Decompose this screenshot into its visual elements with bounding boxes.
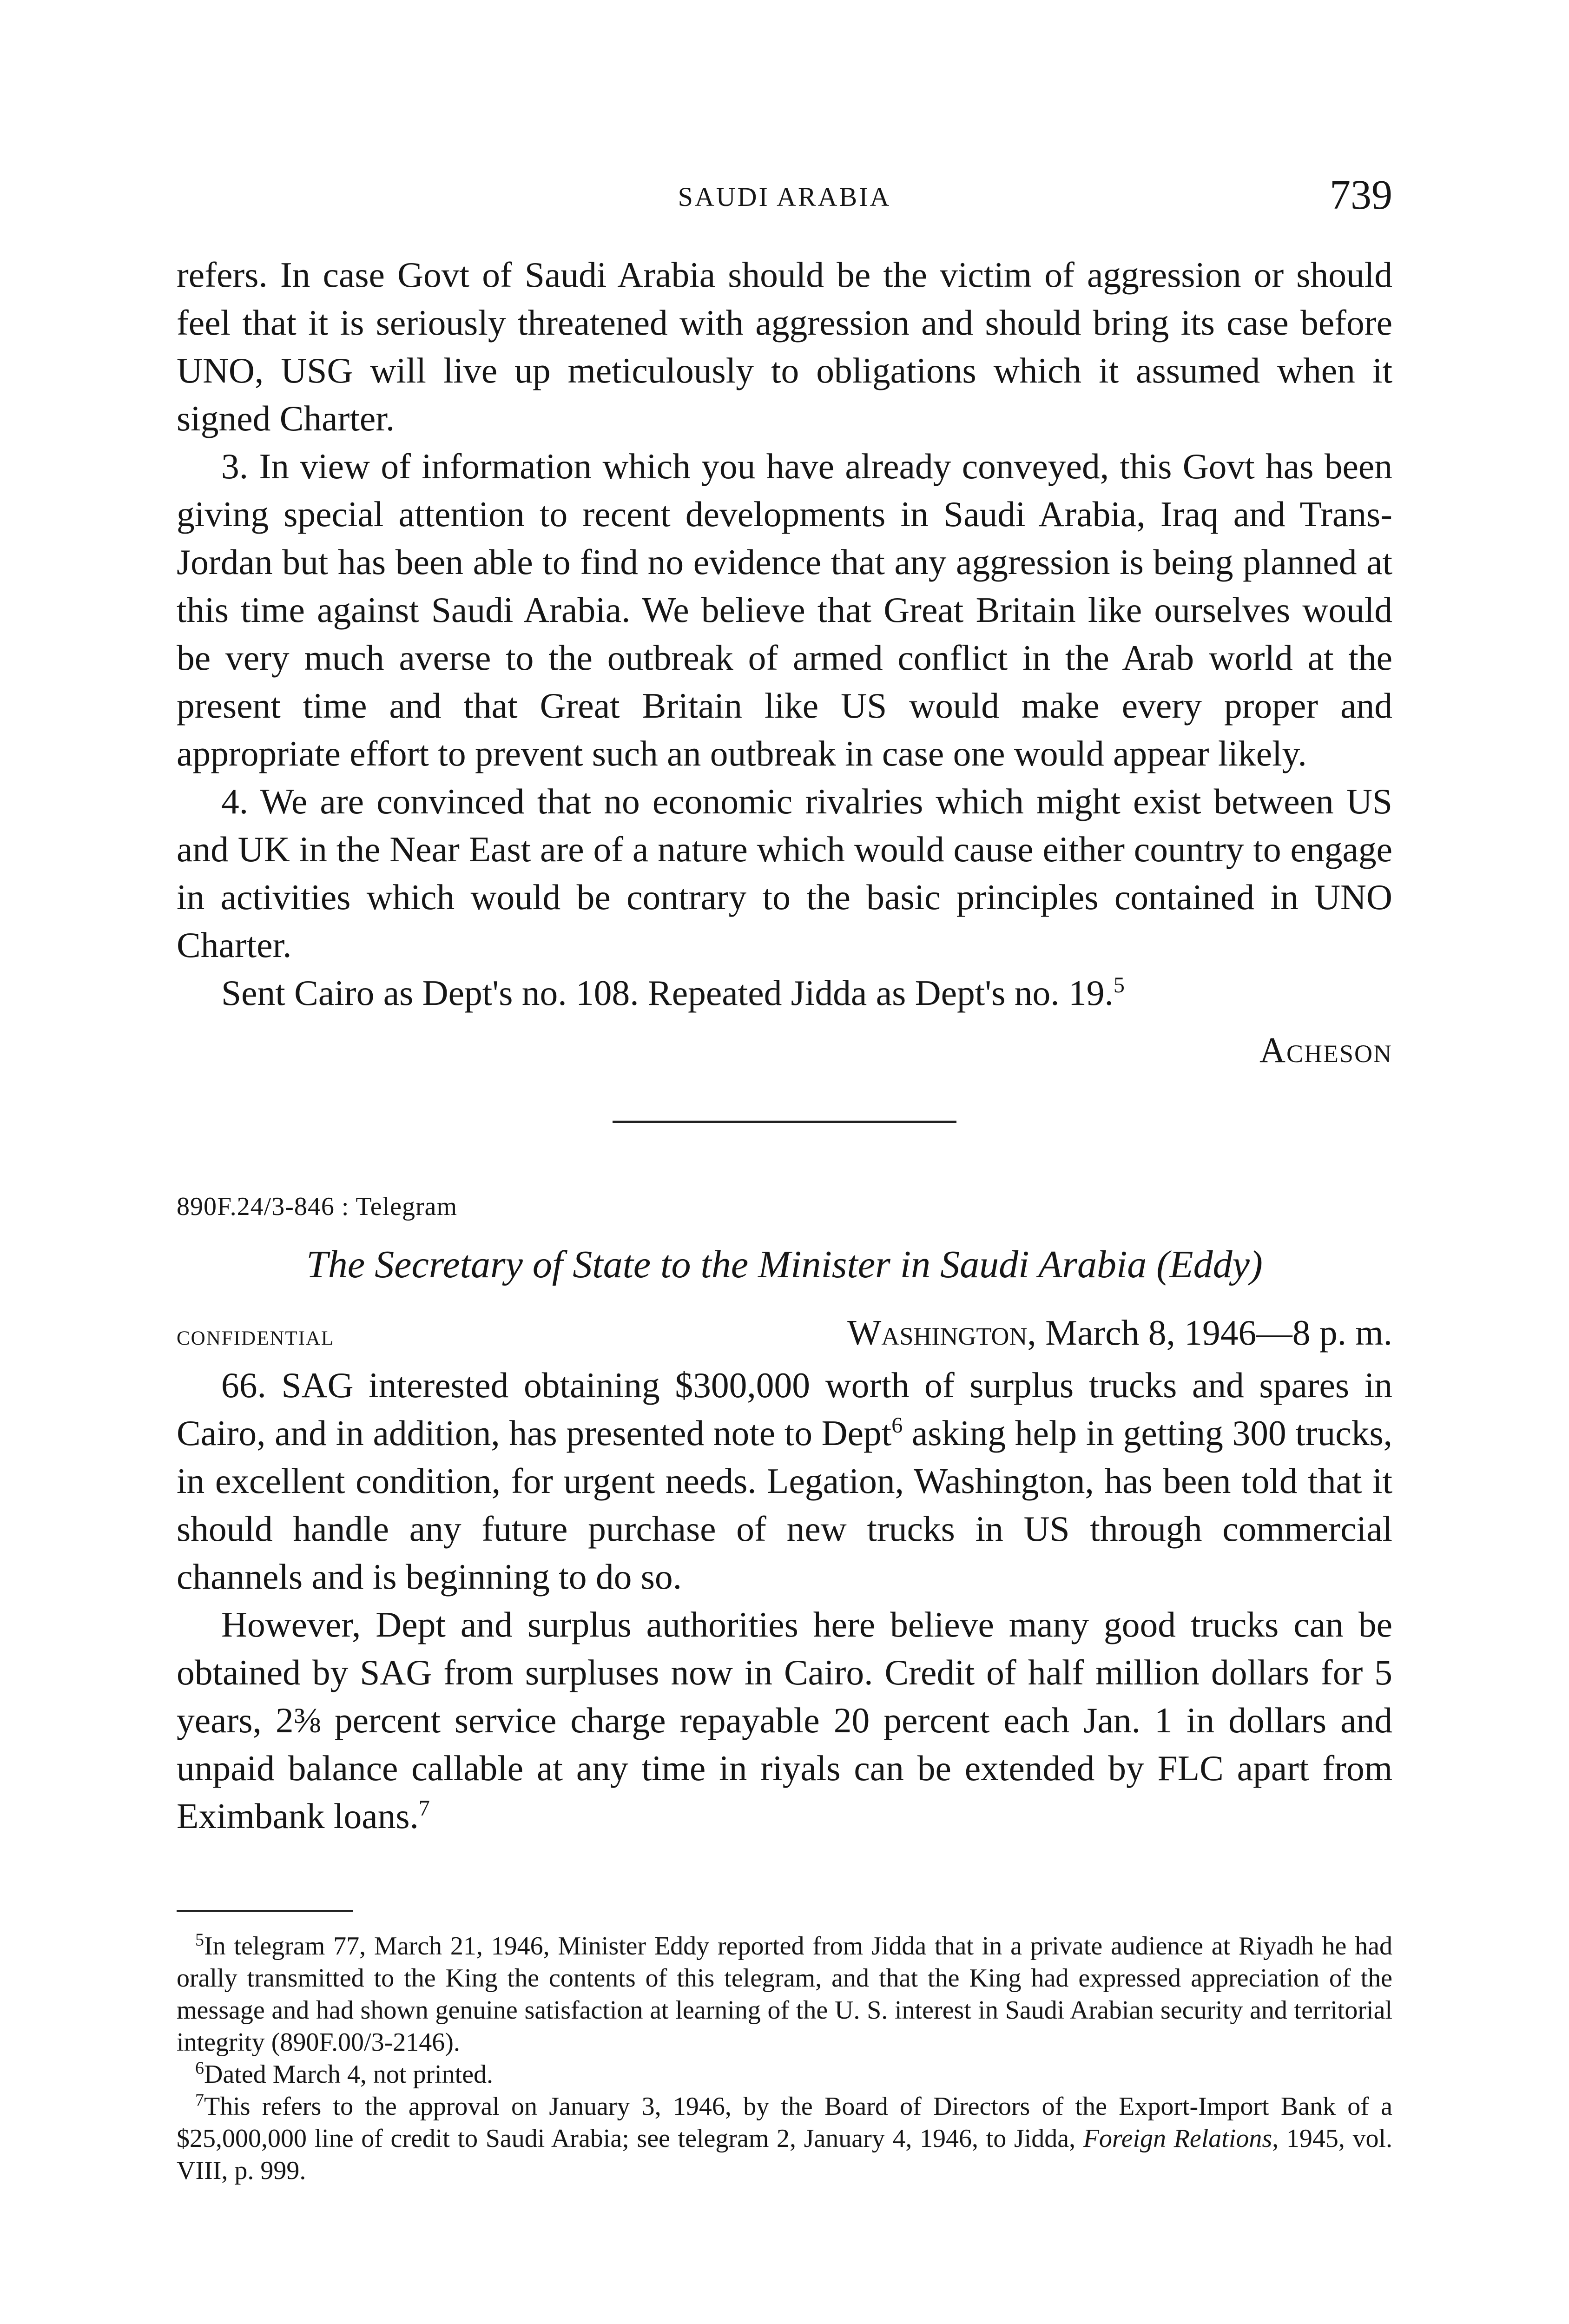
signature: Acheson xyxy=(1259,1030,1392,1070)
footnote-6 xyxy=(177,2059,1392,2091)
telegram-paragraph-1-a: 66. SAG interested obtaining $300,000 worth of surplus trucks and spares in Cairo, and in addition, has presented note to Dept xyxy=(177,1365,1392,1453)
body-text xyxy=(177,251,1392,2187)
running-head: SAUDI ARABIA xyxy=(678,182,891,212)
footnote-ref-6: 6 xyxy=(891,1413,903,1438)
file-reference: 890F.24/3-846 : Telegram xyxy=(177,1192,458,1221)
telegram-paragraph-2-text: However, Dept and surplus authorities here believe many good trucks can be obtained by SAG from surpluses now in Cairo. Credit of half million dollars for 5 years, 2⅜ percent service charge repayable 20 percent each Jan. 1 in dollars and unpaid balance callable at any time in riyals can be extended by FLC apart from Eximbank loans. xyxy=(177,1604,1392,1836)
document-title: The Secretary of State to the Minister in Saudi Arabia (Eddy) xyxy=(306,1243,1263,1286)
page-number: 739 xyxy=(1330,172,1392,218)
footnotes xyxy=(177,1930,1392,2187)
section-divider xyxy=(613,1121,956,1123)
footnote-6-mark: 6 xyxy=(195,2058,204,2078)
footnote-5 xyxy=(177,1930,1392,2059)
page-header xyxy=(177,171,1392,227)
telegram-paragraph-1-b: asking help in getting 300 trucks, in excellent condition, for urgent needs. Legation, Washington, has been told that it should handle any future purchase of new trucks in US through commercial channels and is beginning to do so. xyxy=(177,1413,1392,1597)
footnote-6-text: Dated March 4, not printed. xyxy=(204,2060,494,2089)
footnote-5-mark: 5 xyxy=(195,1930,204,1950)
body-paragraph-4 xyxy=(177,969,1392,1017)
date: , March 8, 1946—8 p. m. xyxy=(1027,1313,1392,1353)
footnote-ref-7: 7 xyxy=(418,1796,430,1821)
body-paragraph-3: 4. We are convinced that no economic rivalries which might exist between US and UK in the Near East are of a nature which would cause either country to engage in activities which would be contrary to the basic principles contained in UNO Charter. xyxy=(177,781,1392,965)
footnote-5-text: In telegram 77, March 21, 1946, Minister Eddy reported from Jidda that in a private audience at Riyadh he had orally transmitted to the King the contents of this telegram, and that the King had expressed appreciation of the message and had shown genuine satisfaction at learning of the U. S. interest in Saudi Arabian security and territorial integrity (890F.00/3-2146). xyxy=(177,1932,1392,2057)
dateline xyxy=(177,1309,1392,1360)
footnote-7-text-b: , 1945, vol. VIII, p. 999. xyxy=(177,2124,1393,2185)
footnote-7-italic: Foreign Relations xyxy=(1083,2124,1272,2153)
classification: confidential xyxy=(177,1320,335,1351)
footnote-7 xyxy=(177,2091,1392,2187)
telegram-paragraph-1 xyxy=(177,1361,1392,1601)
telegram-paragraph-2 xyxy=(177,1601,1392,1840)
footnote-7-text-a: This refers to the approval on January 3, 1946, by the Board of Directors of the Export-Import Bank of a $25,000,000 line of credit to Saudi Arabia; see telegram 2, January 4, 1946, to Jidda, xyxy=(177,2092,1392,2153)
place: Washington xyxy=(847,1313,1028,1353)
document-page xyxy=(177,0,1392,2324)
body-paragraph-1: refers. In case Govt of Saudi Arabia should be the victim of aggression or should feel that it is seriously threatened with aggression and should bring its case before UNO, USG will live up meticulously to obligations which it assumed when it signed Charter. xyxy=(177,255,1392,438)
footnote-7-mark: 7 xyxy=(195,2090,204,2110)
footnote-ref-5: 5 xyxy=(1113,973,1125,998)
body-paragraph-4-text: Sent Cairo as Dept's no. 108. Repeated Jidda as Dept's no. 19. xyxy=(221,973,1114,1013)
body-paragraph-2: 3. In view of information which you have already conveyed, this Govt has been giving special attention to recent developments in Saudi Arabia, Iraq and Trans-Jordan but has been able to find no evidence that any aggression is being planned at this time against Saudi Arabia. We believe that Great Britain like ourselves would be very much averse to the outbreak of armed conflict in the Arab world at the present time and that Great Britain like US would make every proper and appropriate effort to prevent such an outbreak in case one would appear likely. xyxy=(177,446,1392,773)
footnote-divider xyxy=(177,1910,353,1912)
place-date xyxy=(847,1309,1392,1357)
